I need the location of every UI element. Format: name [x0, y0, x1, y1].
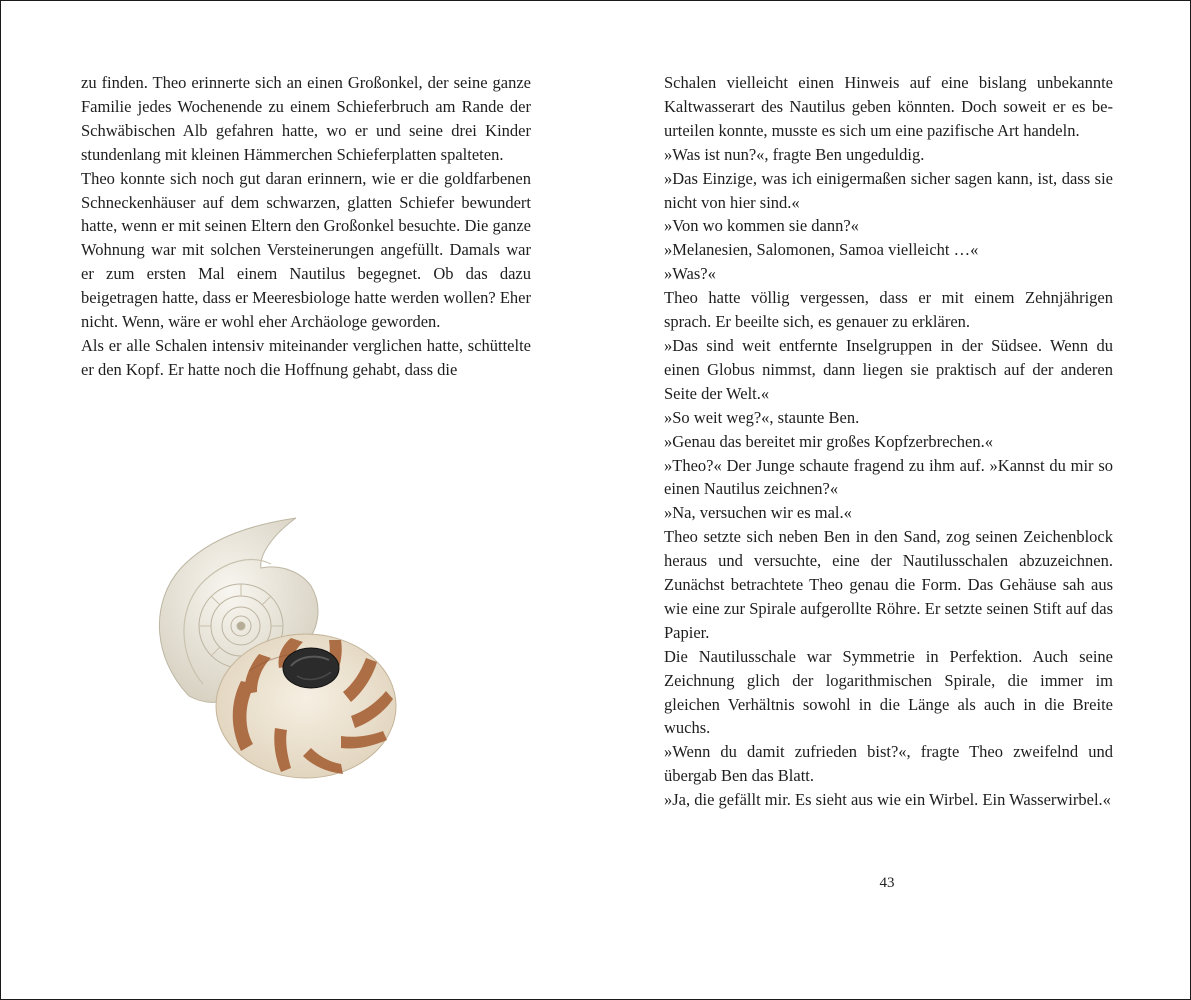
- right-paragraph-10: »Genau das bereitet mir großes Kopfzerbrechen.«: [664, 431, 993, 451]
- right-paragraph-15: »Wenn du damit zufrieden bist?«, fragte Theo zweifelnd und übergab Ben das Blatt.: [664, 742, 1113, 786]
- right-paragraph-6: »Was?«: [664, 264, 716, 284]
- right-paragraph-16: »Ja, die gefällt mir. Es sieht aus wie ein Wirbel. Ein Wasserwirbel.«: [664, 790, 1111, 810]
- right-page-text: [664, 71, 1113, 812]
- right-paragraph-5: »Melanesien, Salomonen, Samoa vielleicht …«: [664, 240, 979, 260]
- right-paragraph-13: Theo setzte sich neben Ben in den Sand, zog seinen Zeichenblock heraus und versuchte, eine der Nautilusschalen abzuzeichnen. Zunächst betrachtete Theo genau die Form. Das Gehäuse sah aus wie eine zur Spirale aufgerollte Röhre. Er setzte seinen Stift auf das Papier.: [664, 527, 1113, 642]
- right-paragraph-11: »Theo?« Der Junge schaute fragend zu ihm auf. »Kannst du mir so einen Nautilus zeichnen?«: [664, 455, 1113, 499]
- left-paragraph-3: Als er alle Schalen intensiv miteinander verglichen hatte, schüttelte er den Kopf. Er hatte noch die Hoffnung gehabt, dass die: [81, 335, 531, 379]
- right-paragraph-3: »Das Einzige, was ich einigermaßen sicher sagen kann, ist, dass sie nicht von hier sind.«: [664, 168, 1113, 212]
- striped-nautilus-shell: [216, 634, 396, 778]
- left-paragraph-1: zu finden. Theo erinnerte sich an einen Großonkel, der seine ganze Familie jedes Wochenende zu einem Schieferbruch am Rande der Schwäbischen Alb gefahren hatte, wo er und seine drei Kinder stundenlang mit kleinen Hämmerchen Schieferplatten spalteten.: [81, 73, 531, 164]
- right-paragraph-14: Die Nautilusschale war Symmetrie in Perfektion. Auch seine Zeichnung glich der logarithmischen Spirale, die immer im gleichen Verhältnis sowohl in die Länge als auch in die Breite wuchs.: [664, 646, 1113, 738]
- left-page-text: [81, 71, 531, 382]
- nautilus-illustration: [131, 506, 411, 786]
- right-paragraph-7: Theo hatte völlig vergessen, dass er mit einem Zehnjährigen sprach. Er beeilte sich, es genauer zu erklären.: [664, 288, 1113, 332]
- page-number: 43: [879, 875, 895, 891]
- right-paragraph-4: »Von wo kommen sie dann?«: [664, 216, 859, 236]
- right-paragraph-1: Schalen vielleicht einen Hinweis auf eine bislang unbekannte Kaltwasserart des Nautilus geben könnten. Doch soweit er es beurteilen konnte, musste es sich um eine pazifische Art handeln.: [664, 73, 1113, 140]
- right-paragraph-12: »Na, versuchen wir es mal.«: [664, 503, 852, 523]
- left-paragraph-2: Theo konnte sich noch gut daran erinnern, wie er die goldfarbenen Schneckenhäuser auf dem schwarzen, glatten Schiefer bewundert hatte, wenn er mit seinen Eltern den Großonkel besuchte. Die ganze Wohnung war mit solchen Versteinerungen angefüllt. Damals war er zum ersten Mal einem Nautilus begegnet. Ob das dazu beigetragen hatte, dass er Meeresbiologe hatte werden wollen? Eher nicht. Wenn, wäre er wohl eher Archäologe geworden.: [81, 168, 531, 332]
- right-paragraph-9: »So weit weg?«, staunte Ben.: [664, 407, 860, 427]
- right-paragraph-8: »Das sind weit entfernte Inselgruppen in der Südsee. Wenn du einen Globus nimmst, dann liegen sie praktisch auf der anderen Seite der Welt.«: [664, 335, 1113, 403]
- right-paragraph-2: »Was ist nun?«, fragte Ben ungeduldig.: [664, 144, 925, 164]
